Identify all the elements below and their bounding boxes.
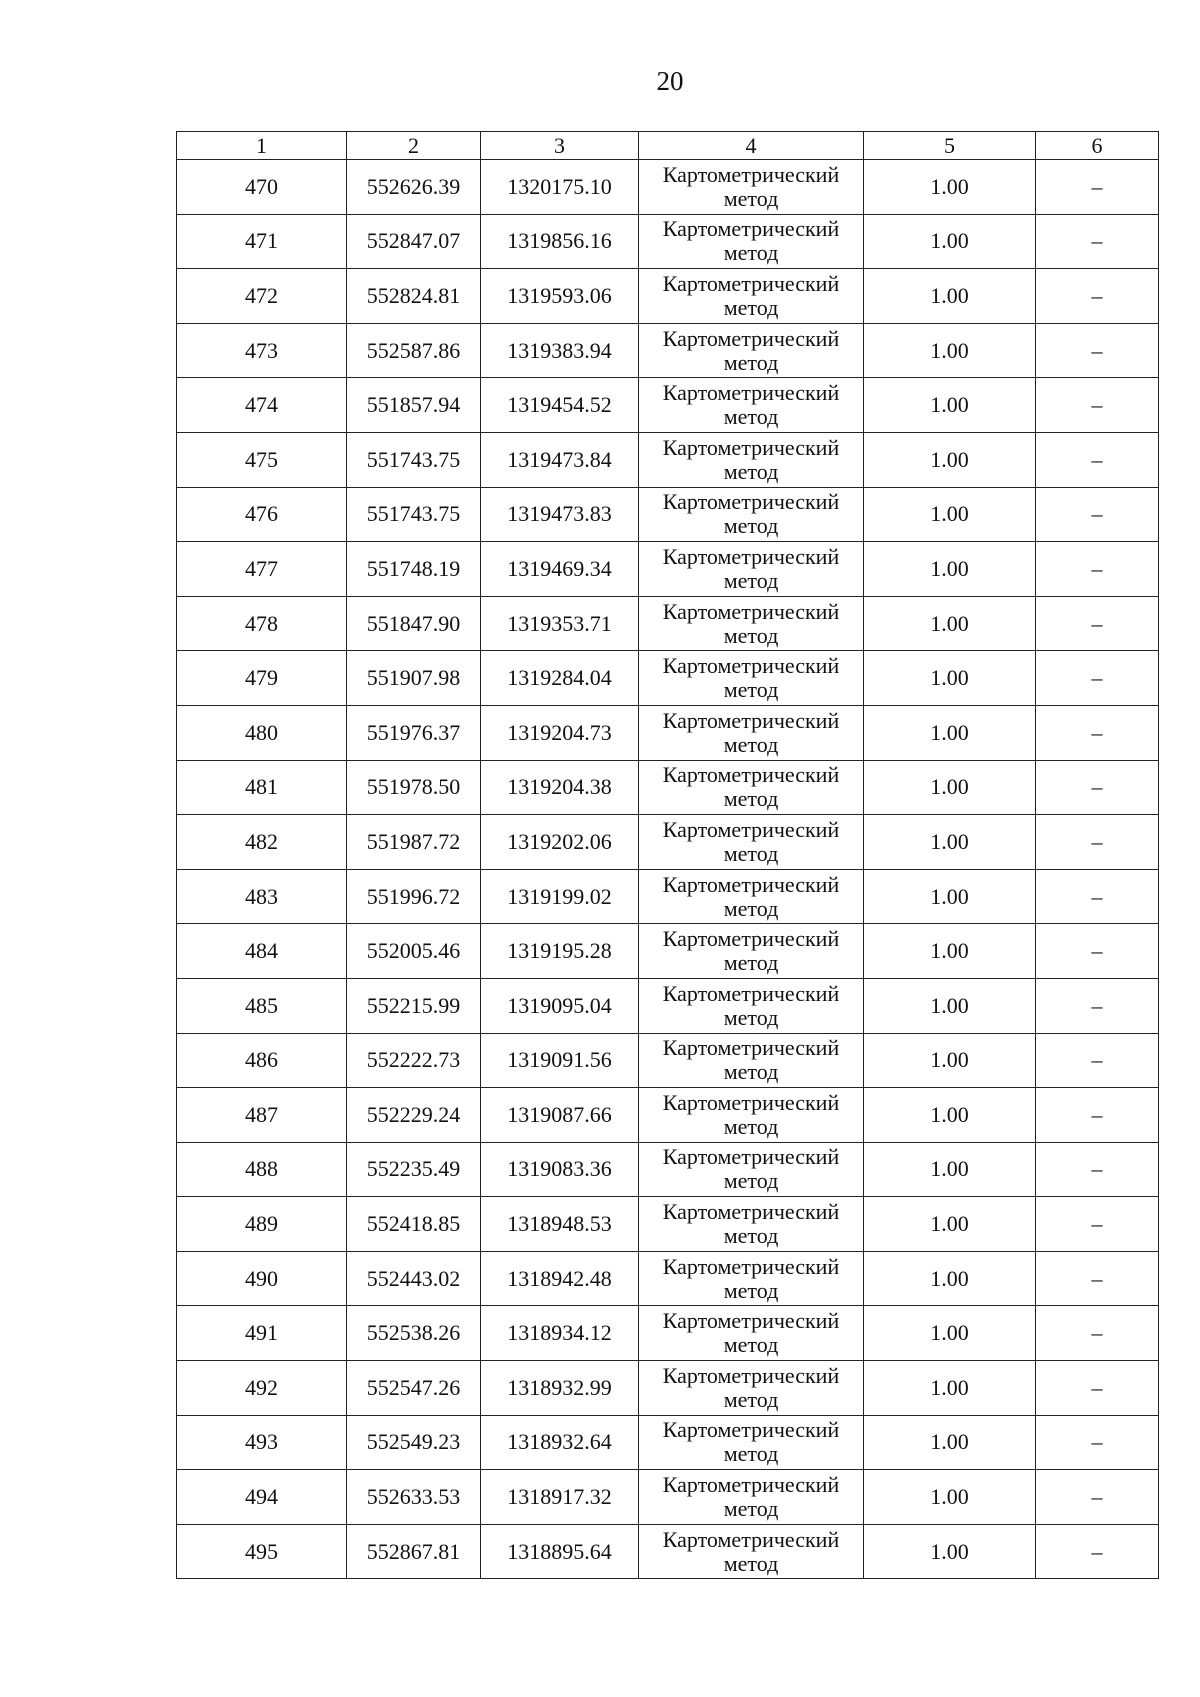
table-row	[177, 160, 1159, 215]
x-coordinate-cell: 551907.98	[347, 651, 481, 706]
accuracy-cell: 1.00	[864, 924, 1036, 979]
x-coordinate-cell: 551987.72	[347, 815, 481, 870]
x-coordinate-cell: 551847.90	[347, 596, 481, 651]
method-cell: Картометрический метод	[639, 269, 864, 324]
point-number-cell: 481	[177, 760, 347, 815]
method-cell: Картометрический метод	[639, 596, 864, 651]
note-cell: –	[1036, 214, 1159, 269]
accuracy-cell: 1.00	[864, 760, 1036, 815]
point-number-cell: 471	[177, 214, 347, 269]
point-number-cell: 490	[177, 1251, 347, 1306]
table-row	[177, 214, 1159, 269]
point-number-cell: 487	[177, 1088, 347, 1143]
table-row	[177, 1142, 1159, 1197]
column-header: 2	[347, 132, 481, 160]
accuracy-cell: 1.00	[864, 214, 1036, 269]
x-coordinate-cell: 551996.72	[347, 869, 481, 924]
method-cell: Картометрический метод	[639, 1306, 864, 1361]
accuracy-cell: 1.00	[864, 1415, 1036, 1470]
column-header: 4	[639, 132, 864, 160]
method-cell: Картометрический метод	[639, 1251, 864, 1306]
accuracy-cell: 1.00	[864, 1142, 1036, 1197]
point-number-cell: 493	[177, 1415, 347, 1470]
note-cell: –	[1036, 1470, 1159, 1525]
table-row	[177, 1470, 1159, 1525]
method-cell: Картометрический метод	[639, 378, 864, 433]
note-cell: –	[1036, 1197, 1159, 1252]
point-number-cell: 482	[177, 815, 347, 870]
page-number: 20	[656, 66, 684, 96]
method-cell: Картометрический метод	[639, 1361, 864, 1416]
method-cell: Картометрический метод	[639, 160, 864, 215]
note-cell: –	[1036, 1251, 1159, 1306]
column-header: 3	[481, 132, 639, 160]
note-cell: –	[1036, 542, 1159, 597]
point-number-cell: 476	[177, 487, 347, 542]
y-coordinate-cell: 1319383.94	[481, 323, 639, 378]
method-cell: Картометрический метод	[639, 323, 864, 378]
accuracy-cell: 1.00	[864, 705, 1036, 760]
table-row	[177, 978, 1159, 1033]
accuracy-cell: 1.00	[864, 596, 1036, 651]
accuracy-cell: 1.00	[864, 269, 1036, 324]
table-row	[177, 323, 1159, 378]
column-header: 6	[1036, 132, 1159, 160]
x-coordinate-cell: 552547.26	[347, 1361, 481, 1416]
note-cell: –	[1036, 1033, 1159, 1088]
x-coordinate-cell: 552824.81	[347, 269, 481, 324]
y-coordinate-cell: 1319469.34	[481, 542, 639, 597]
note-cell: –	[1036, 869, 1159, 924]
method-cell: Картометрический метод	[639, 1415, 864, 1470]
method-cell: Картометрический метод	[639, 432, 864, 487]
table-row	[177, 869, 1159, 924]
y-coordinate-cell: 1319195.28	[481, 924, 639, 979]
table-row	[177, 1033, 1159, 1088]
x-coordinate-cell: 552005.46	[347, 924, 481, 979]
y-coordinate-cell: 1318895.64	[481, 1524, 639, 1579]
point-number-cell: 491	[177, 1306, 347, 1361]
note-cell: –	[1036, 1415, 1159, 1470]
y-coordinate-cell: 1319087.66	[481, 1088, 639, 1143]
note-cell: –	[1036, 432, 1159, 487]
x-coordinate-cell: 552538.26	[347, 1306, 481, 1361]
point-number-cell: 484	[177, 924, 347, 979]
x-coordinate-cell: 551857.94	[347, 378, 481, 433]
method-cell: Картометрический метод	[639, 869, 864, 924]
table-row	[177, 1197, 1159, 1252]
point-number-cell: 475	[177, 432, 347, 487]
note-cell: –	[1036, 1524, 1159, 1579]
table-row	[177, 1088, 1159, 1143]
accuracy-cell: 1.00	[864, 1033, 1036, 1088]
note-cell: –	[1036, 1306, 1159, 1361]
x-coordinate-cell: 552222.73	[347, 1033, 481, 1088]
point-number-cell: 478	[177, 596, 347, 651]
table-row	[177, 596, 1159, 651]
y-coordinate-cell: 1319083.36	[481, 1142, 639, 1197]
note-cell: –	[1036, 323, 1159, 378]
point-number-cell: 479	[177, 651, 347, 706]
point-number-cell: 483	[177, 869, 347, 924]
note-cell: –	[1036, 269, 1159, 324]
method-cell: Картометрический метод	[639, 651, 864, 706]
note-cell: –	[1036, 815, 1159, 870]
y-coordinate-cell: 1319473.83	[481, 487, 639, 542]
method-cell: Картометрический метод	[639, 1033, 864, 1088]
y-coordinate-cell: 1318948.53	[481, 1197, 639, 1252]
note-cell: –	[1036, 651, 1159, 706]
point-number-cell: 472	[177, 269, 347, 324]
table-row	[177, 1524, 1159, 1579]
point-number-cell: 494	[177, 1470, 347, 1525]
y-coordinate-cell: 1319856.16	[481, 214, 639, 269]
table-row	[177, 1415, 1159, 1470]
point-number-cell: 485	[177, 978, 347, 1033]
x-coordinate-cell: 551743.75	[347, 487, 481, 542]
accuracy-cell: 1.00	[864, 651, 1036, 706]
x-coordinate-cell: 552443.02	[347, 1251, 481, 1306]
table-row	[177, 1306, 1159, 1361]
table-row	[177, 487, 1159, 542]
note-cell: –	[1036, 378, 1159, 433]
y-coordinate-cell: 1319091.56	[481, 1033, 639, 1088]
accuracy-cell: 1.00	[864, 432, 1036, 487]
table-row	[177, 1251, 1159, 1306]
y-coordinate-cell: 1319284.04	[481, 651, 639, 706]
coordinates-table	[176, 131, 1159, 1579]
x-coordinate-cell: 552626.39	[347, 160, 481, 215]
accuracy-cell: 1.00	[864, 487, 1036, 542]
y-coordinate-cell: 1319199.02	[481, 869, 639, 924]
point-number-cell: 488	[177, 1142, 347, 1197]
note-cell: –	[1036, 1088, 1159, 1143]
method-cell: Картометрический метод	[639, 815, 864, 870]
point-number-cell: 489	[177, 1197, 347, 1252]
x-coordinate-cell: 552235.49	[347, 1142, 481, 1197]
point-number-cell: 492	[177, 1361, 347, 1416]
note-cell: –	[1036, 596, 1159, 651]
method-cell: Картометрический метод	[639, 542, 864, 597]
y-coordinate-cell: 1318932.99	[481, 1361, 639, 1416]
y-coordinate-cell: 1319473.84	[481, 432, 639, 487]
accuracy-cell: 1.00	[864, 378, 1036, 433]
method-cell: Картометрический метод	[639, 487, 864, 542]
y-coordinate-cell: 1319202.06	[481, 815, 639, 870]
method-cell: Картометрический метод	[639, 1470, 864, 1525]
y-coordinate-cell: 1318934.12	[481, 1306, 639, 1361]
note-cell: –	[1036, 1361, 1159, 1416]
note-cell: –	[1036, 487, 1159, 542]
accuracy-cell: 1.00	[864, 815, 1036, 870]
y-coordinate-cell: 1319454.52	[481, 378, 639, 433]
x-coordinate-cell: 552633.53	[347, 1470, 481, 1525]
accuracy-cell: 1.00	[864, 1470, 1036, 1525]
accuracy-cell: 1.00	[864, 542, 1036, 597]
accuracy-cell: 1.00	[864, 1251, 1036, 1306]
x-coordinate-cell: 552587.86	[347, 323, 481, 378]
note-cell: –	[1036, 705, 1159, 760]
table-row	[177, 924, 1159, 979]
y-coordinate-cell: 1319353.71	[481, 596, 639, 651]
y-coordinate-cell: 1319204.38	[481, 760, 639, 815]
note-cell: –	[1036, 924, 1159, 979]
x-coordinate-cell: 551976.37	[347, 705, 481, 760]
y-coordinate-cell: 1319593.06	[481, 269, 639, 324]
y-coordinate-cell: 1318942.48	[481, 1251, 639, 1306]
y-coordinate-cell: 1320175.10	[481, 160, 639, 215]
table-row	[177, 269, 1159, 324]
point-number-cell: 470	[177, 160, 347, 215]
point-number-cell: 480	[177, 705, 347, 760]
table-row	[177, 815, 1159, 870]
x-coordinate-cell: 552229.24	[347, 1088, 481, 1143]
point-number-cell: 477	[177, 542, 347, 597]
point-number-cell: 486	[177, 1033, 347, 1088]
table-row	[177, 542, 1159, 597]
x-coordinate-cell: 552549.23	[347, 1415, 481, 1470]
method-cell: Картометрический метод	[639, 978, 864, 1033]
accuracy-cell: 1.00	[864, 869, 1036, 924]
x-coordinate-cell: 552215.99	[347, 978, 481, 1033]
method-cell: Картометрический метод	[639, 760, 864, 815]
accuracy-cell: 1.00	[864, 1524, 1036, 1579]
table-row	[177, 378, 1159, 433]
table-row	[177, 651, 1159, 706]
note-cell: –	[1036, 760, 1159, 815]
point-number-cell: 473	[177, 323, 347, 378]
x-coordinate-cell: 551748.19	[347, 542, 481, 597]
accuracy-cell: 1.00	[864, 978, 1036, 1033]
x-coordinate-cell: 552867.81	[347, 1524, 481, 1579]
x-coordinate-cell: 552418.85	[347, 1197, 481, 1252]
accuracy-cell: 1.00	[864, 323, 1036, 378]
x-coordinate-cell: 552847.07	[347, 214, 481, 269]
table-row	[177, 432, 1159, 487]
table-row	[177, 705, 1159, 760]
method-cell: Картометрический метод	[639, 1088, 864, 1143]
accuracy-cell: 1.00	[864, 1197, 1036, 1252]
method-cell: Картометрический метод	[639, 1142, 864, 1197]
x-coordinate-cell: 551743.75	[347, 432, 481, 487]
method-cell: Картометрический метод	[639, 214, 864, 269]
method-cell: Картометрический метод	[639, 1197, 864, 1252]
column-header: 1	[177, 132, 347, 160]
note-cell: –	[1036, 978, 1159, 1033]
note-cell: –	[1036, 160, 1159, 215]
note-cell: –	[1036, 1142, 1159, 1197]
point-number-cell: 474	[177, 378, 347, 433]
method-cell: Картометрический метод	[639, 705, 864, 760]
y-coordinate-cell: 1319204.73	[481, 705, 639, 760]
method-cell: Картометрический метод	[639, 1524, 864, 1579]
accuracy-cell: 1.00	[864, 1088, 1036, 1143]
x-coordinate-cell: 551978.50	[347, 760, 481, 815]
accuracy-cell: 1.00	[864, 1306, 1036, 1361]
accuracy-cell: 1.00	[864, 160, 1036, 215]
point-number-cell: 495	[177, 1524, 347, 1579]
y-coordinate-cell: 1318932.64	[481, 1415, 639, 1470]
table-row	[177, 1361, 1159, 1416]
table-body	[177, 160, 1159, 1579]
accuracy-cell: 1.00	[864, 1361, 1036, 1416]
method-cell: Картометрический метод	[639, 924, 864, 979]
column-header: 5	[864, 132, 1036, 160]
table-header-row	[177, 132, 1159, 160]
table-row	[177, 760, 1159, 815]
y-coordinate-cell: 1318917.32	[481, 1470, 639, 1525]
y-coordinate-cell: 1319095.04	[481, 978, 639, 1033]
